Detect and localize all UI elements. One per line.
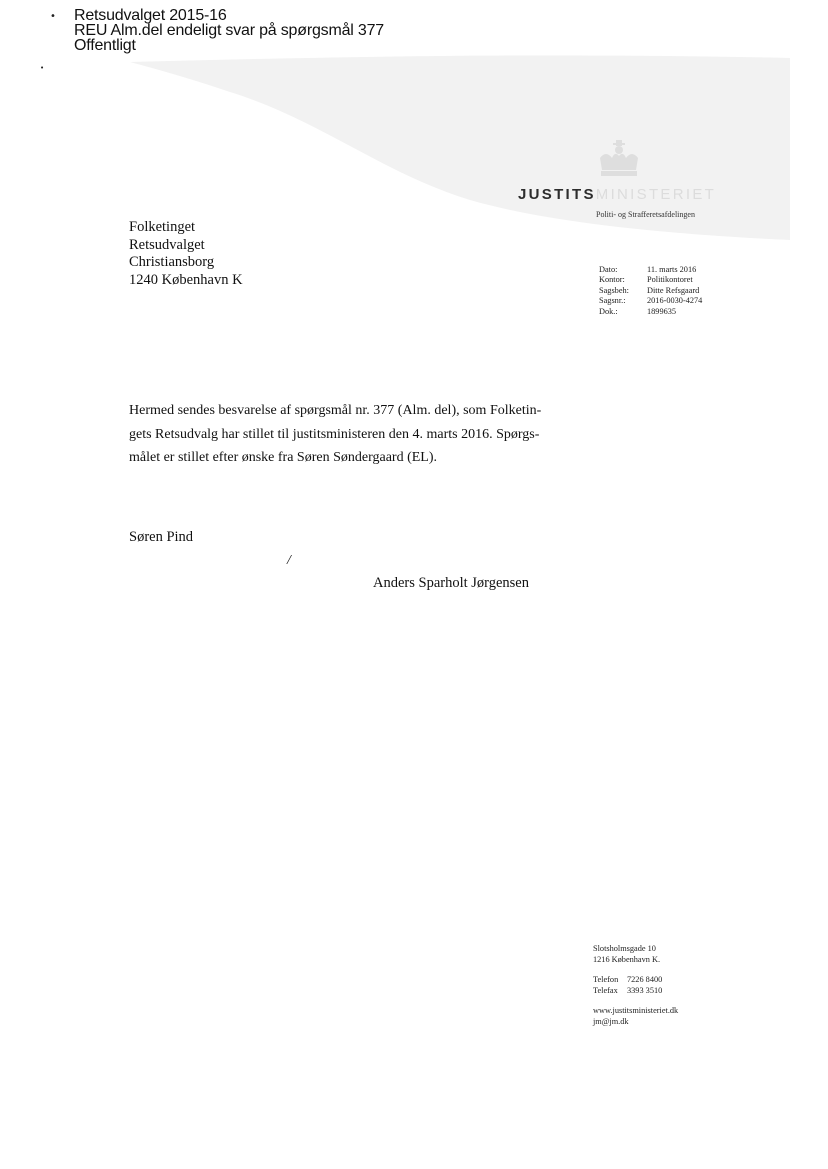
department-name: Politi- og Strafferetsafdelingen <box>596 210 695 219</box>
body-line: gets Retsudvalg har stillet til justitsministeren den 4. marts 2016. Spørgs- <box>129 426 540 442</box>
archive-stamp <box>74 8 384 53</box>
ministry-wordmark <box>518 186 716 203</box>
crown-icon <box>596 140 642 180</box>
phone-number: 7226 8400 <box>627 975 663 984</box>
meta-key: Sagsbeh: <box>599 285 629 295</box>
address-street: Slotsholmsgade 10 <box>593 944 656 953</box>
meta-key: Sagsnr.: <box>599 296 626 306</box>
body-line: målet er stillet efter ønske fra Søren Søndergaard (EL). <box>129 450 438 465</box>
scan-speck: • <box>50 11 56 22</box>
meta-row-document <box>599 307 702 317</box>
website-link[interactable]: www.justitsministeriet.dk <box>593 1006 679 1015</box>
fax-number: 3393 3510 <box>627 985 663 995</box>
recipient-line: Folketinget <box>129 219 196 235</box>
cosigner-name: Anders Sparholt Jørgensen <box>373 575 529 591</box>
scan-speck: • <box>40 64 45 72</box>
recipient-line: Retsudvalget <box>129 236 205 253</box>
meta-value: 2016-0030-4274 <box>647 296 703 306</box>
stamp-committee-year: Retsudvalget 2015-16 <box>74 7 227 24</box>
stamp-status: Offentligt <box>74 37 136 54</box>
meta-value: 11. marts 2016 <box>647 265 697 274</box>
address-city: 1216 København K. <box>593 954 661 964</box>
meta-row-case-number <box>599 296 702 306</box>
meta-value: Ditte Refsgaard <box>647 285 700 295</box>
meta-row-office <box>599 275 702 285</box>
letter-body <box>129 399 589 470</box>
ministry-wordmark-bold: JUSTITS <box>518 186 596 203</box>
signature-separator: / <box>287 553 291 568</box>
meta-key: Kontor: <box>599 275 625 285</box>
fax-label: Telefax <box>593 985 618 995</box>
case-metadata <box>599 265 702 317</box>
recipient-line: Christiansborg <box>129 254 215 270</box>
meta-value: 1899635 <box>647 306 677 316</box>
recipient-line: 1240 København K <box>129 271 243 288</box>
meta-key: Dato: <box>599 265 618 274</box>
phone-label: Telefon <box>593 975 619 984</box>
fax-row <box>593 986 678 997</box>
meta-key: Dok.: <box>599 306 618 316</box>
body-line: Hermed sendes besvarelse af spørgsmål nr. 377 (Alm. del), som Folketin- <box>129 403 542 418</box>
meta-value: Politikontoret <box>647 275 693 285</box>
phone-row <box>593 975 678 986</box>
email-link[interactable]: jm@jm.dk <box>593 1016 629 1026</box>
meta-row-caseworker <box>599 286 702 296</box>
stamp-case-reference: REU Alm.del endeligt svar på spørgsmål 377 <box>74 22 384 39</box>
ministry-wordmark-light: MINISTERIET <box>595 186 717 203</box>
ministry-contact-info <box>593 944 678 1027</box>
signer-name: Søren Pind <box>129 529 194 545</box>
meta-row-date <box>599 265 702 275</box>
recipient-address <box>129 219 243 289</box>
